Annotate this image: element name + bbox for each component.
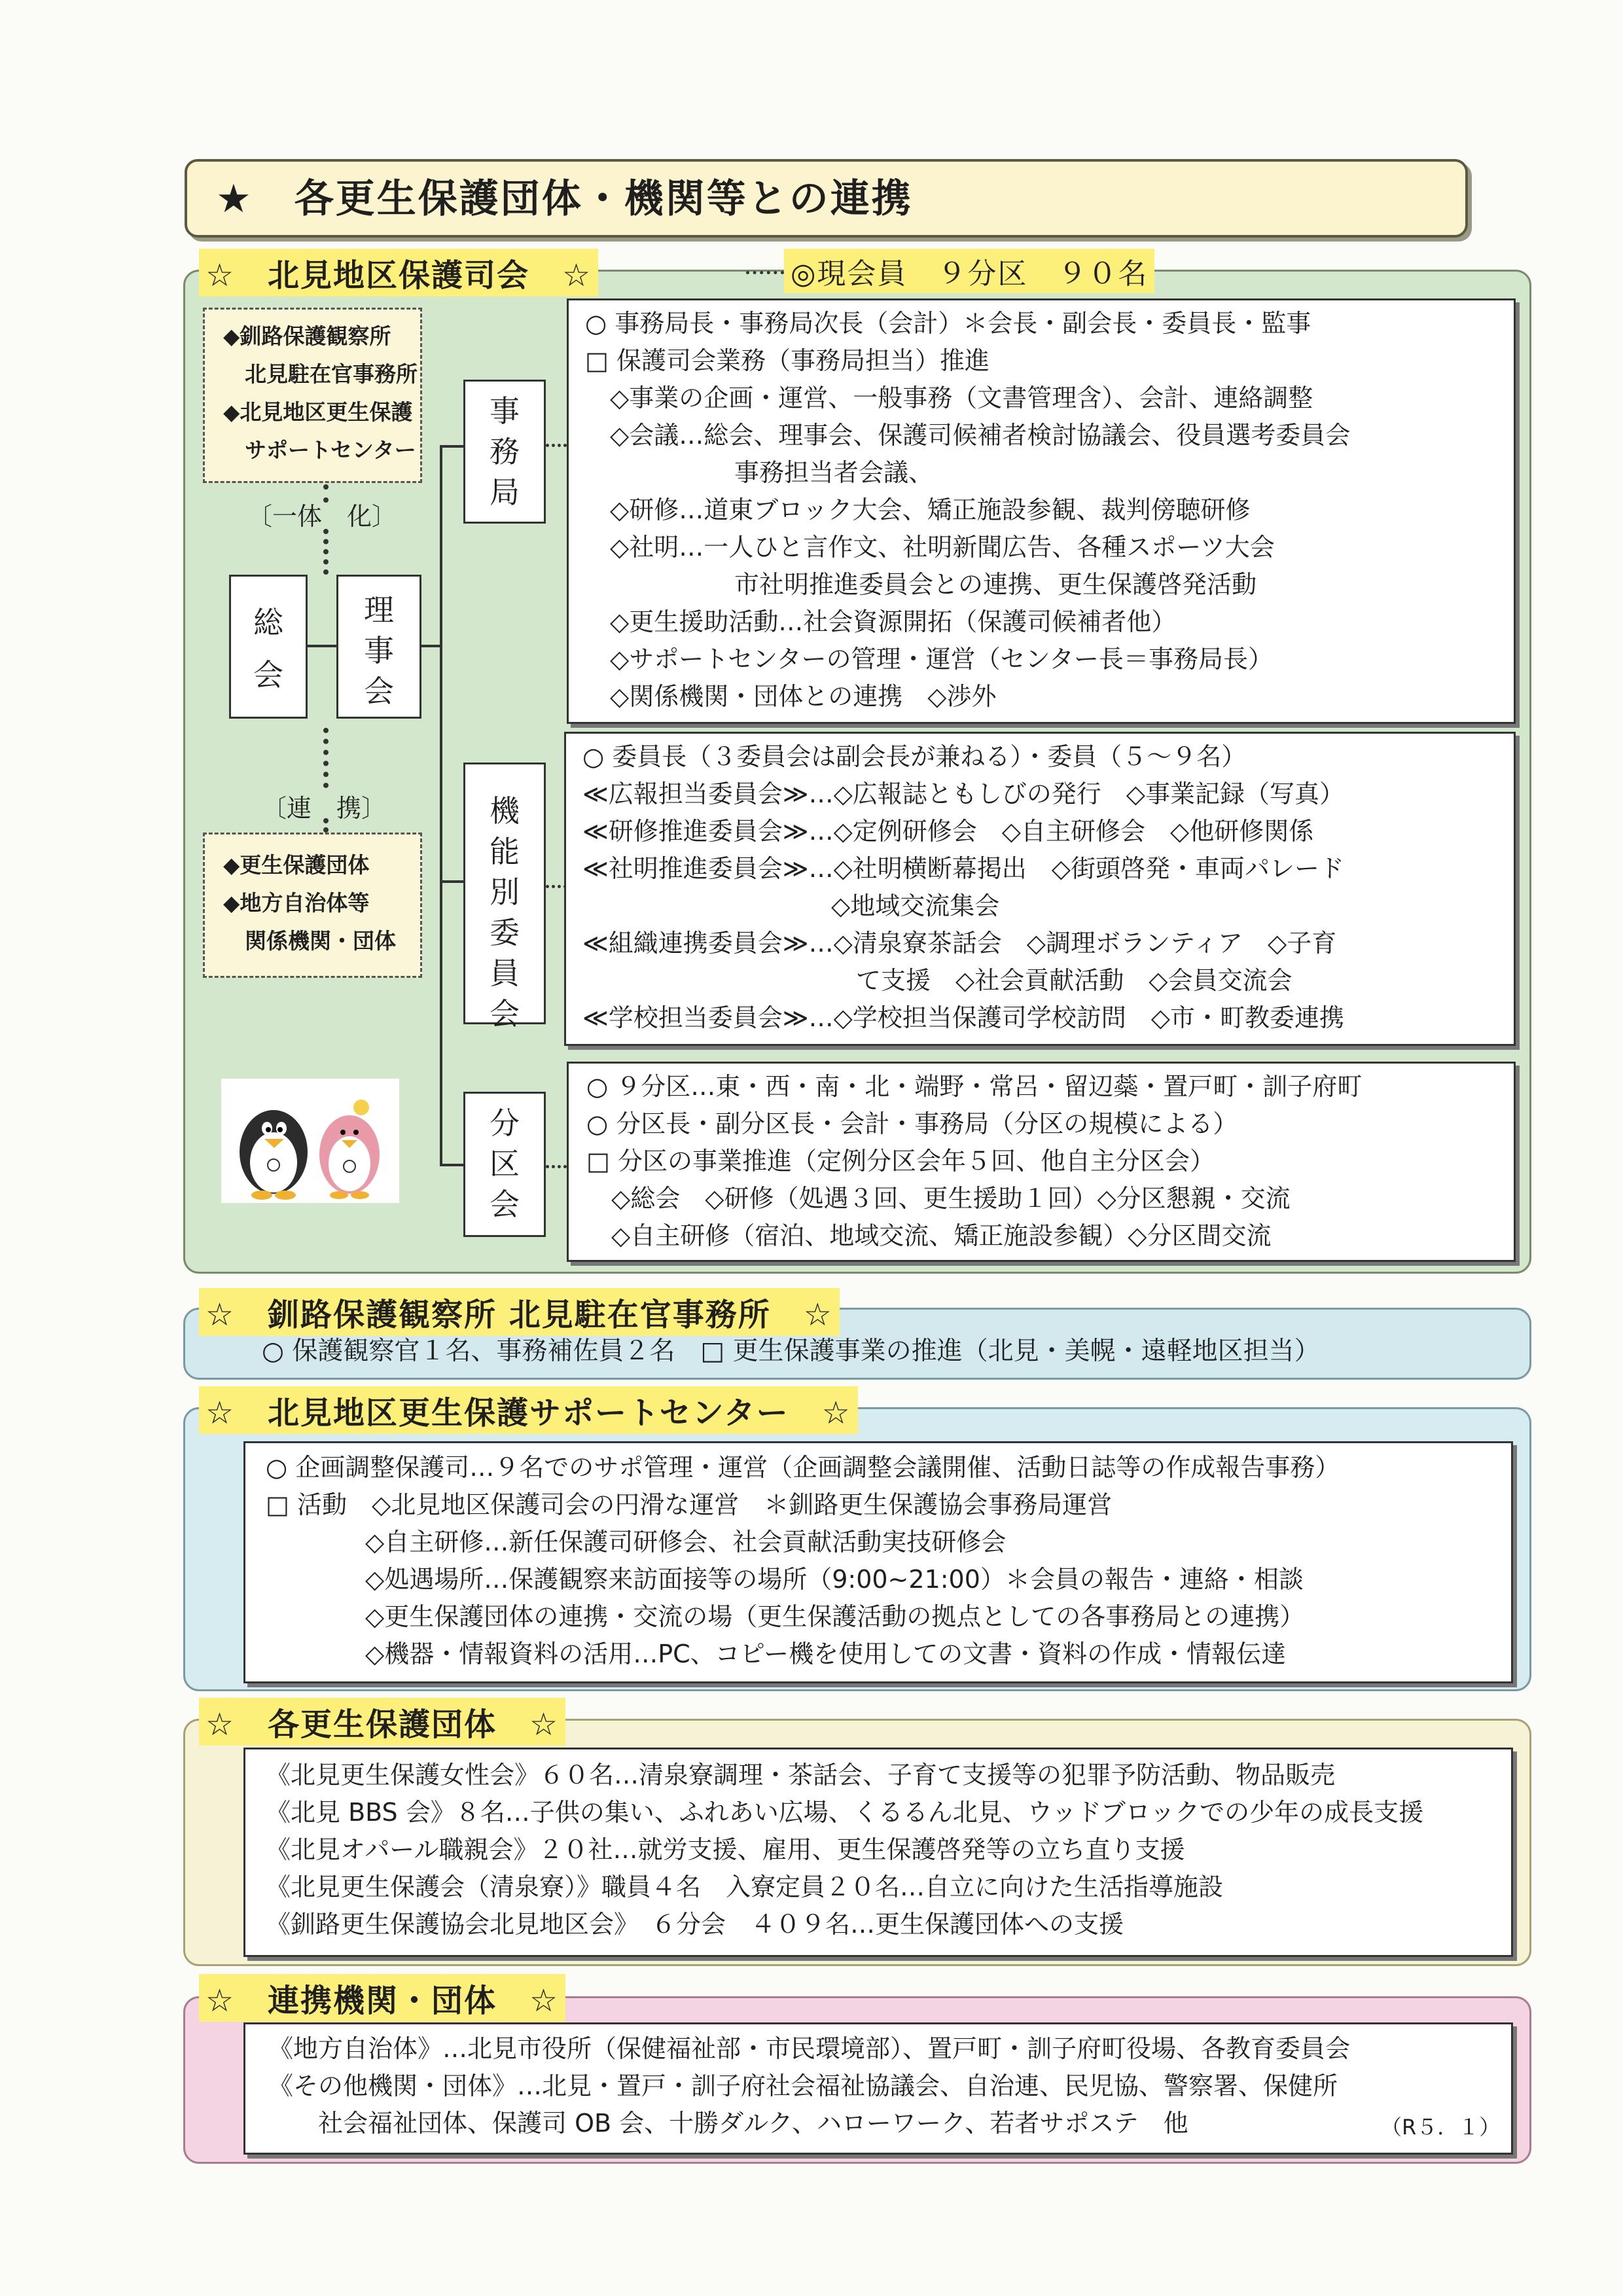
trunk-vertical: [440, 445, 442, 1165]
support-line: ○ 企画調整保護司…９名でのサポ管理・運営（企画調整会議開催、活動日誌等の作成報告事務）: [266, 1453, 1340, 1482]
kinou-line: ≪研修推進委員会≫…◇定例研修会 ◇自主研修会 ◇他研修関係: [582, 817, 1314, 846]
kinou-detail-text: [582, 738, 1344, 1037]
support-line: ◇更生保護団体の連携・交流の場（更生保護活動の拠点としての各事務局との連携）: [266, 1602, 1305, 1631]
org-top-line: ◆釧路保護観察所: [223, 323, 391, 349]
org-top-line: サポートセンター: [223, 437, 416, 463]
heading-connector: [746, 271, 784, 274]
renkei-connector-top: [323, 728, 329, 788]
bunku-dots: [546, 1165, 567, 1168]
kinou-label: 機能別委員会: [490, 793, 520, 1031]
jimukyoku-line: 市社明推進委員会との連携、更生保護啓発活動: [585, 570, 1257, 599]
bunku-label: 分区会: [490, 1105, 520, 1222]
partners-line: 《地方自治体》…北見市役所（保健福祉部・市民環境部）、置戸町・訓子府町役場、各教育委員会: [268, 2034, 1351, 2063]
partners-line: 社会福祉団体、保護司 OB 会、十勝ダルク、ハローワーク、若者サポステ 他: [268, 2109, 1188, 2138]
soukai-label: 総会: [253, 605, 283, 692]
soukai-rijikai-line: [308, 645, 336, 647]
support-line: ◇機器・情報資料の活用…PC、コピー機を使用しての文書・資料の作成・情報伝達: [266, 1640, 1287, 1668]
jimukyoku-line: ◇研修…道東ブロック大会、矯正施設参観、裁判傍聴研修: [585, 495, 1251, 524]
groups-line: 《北見オパール職親会》２０社…就労支援、雇用、更生保護啓発等の立ち直り支援: [266, 1835, 1185, 1864]
partners-detail-text: [268, 2030, 1350, 2142]
kinou-line: ≪社明推進委員会≫…◇社明横断幕掲出 ◇街頭啓発・車両パレード: [582, 854, 1345, 883]
jimukyoku-detail-text: [585, 305, 1350, 715]
jimukyoku-line: 事務担当者会議、: [585, 458, 934, 487]
jimukyoku-box: [463, 380, 546, 524]
jimukyoku-dots: [546, 444, 567, 447]
kinou-line: ◇地域交流集会: [582, 891, 1000, 920]
renkei-label: 〔連 携〕: [262, 794, 387, 823]
ittaika-label: 〔一体 化〕: [247, 502, 397, 531]
bunku-line: ○ 分区長・副分区長・会計・事務局（分区の規模による）: [586, 1109, 1238, 1138]
kinou-line: て支援 ◇社会貢献活動 ◇会員交流会: [582, 966, 1293, 995]
bunku-line: ◇自主研修（宿泊、地域交流、矯正施設参観）◇分区間交流: [586, 1221, 1272, 1250]
kinou-line: ≪学校担当委員会≫…◇学校担当保護司学校訪問 ◇市・町教委連携: [582, 1003, 1345, 1032]
support-detail-text: [266, 1449, 1340, 1673]
kinou-line: ≪組織連携委員会≫…◇清泉寮茶話会 ◇調理ボランティア ◇子育: [582, 929, 1337, 958]
bunku-box: [463, 1092, 546, 1237]
kinou-box: [463, 762, 546, 1031]
kushiro-line: ○ 保護観察官１名、事務補佐員２名 □ 更生保護事業の推進（北見・美幌・遠軽地区担当）: [262, 1336, 1320, 1366]
org-bottom-line: ◆更生保護団体: [223, 852, 370, 878]
penguin-mascots-illustration: [221, 1079, 399, 1203]
hogoshikai-heading: ☆ 北見地区保護司会 ☆: [199, 249, 598, 296]
jimukyoku-label: 事務局: [490, 393, 520, 510]
rijikai-box: [336, 575, 421, 719]
page-title: ★ 各更生保護団体・機関等との連携: [216, 176, 913, 222]
bunku-line: ○ ９分区…東・西・南・北・端野・常呂・留辺蘂・置戸町・訓子府町: [586, 1072, 1363, 1101]
support-line: ◇自主研修…新任保護司研修会、社会貢献活動実技研修会: [266, 1528, 1007, 1556]
org-bottom-line: 関係機関・団体: [223, 928, 396, 954]
trunk-to-bunku: [440, 1164, 465, 1166]
groups-line: 《北見 BBS 会》８名…子供の集い、ふれあい広場、くるるん北見、ウッドブロックでの少年の成長支援: [266, 1798, 1424, 1827]
groups-heading: ☆ 各更生保護団体 ☆: [199, 1698, 565, 1746]
kinou-line: ≪広報担当委員会≫…◇広報誌ともしびの発行 ◇事業記録（写真）: [582, 780, 1345, 808]
bunku-line: □ 分区の事業推進（定例分区会年５回、他自主分区会）: [586, 1147, 1215, 1175]
org-bottom-line: ◆地方自治体等: [223, 890, 370, 916]
renkei-connector-bottom: [323, 818, 329, 833]
groups-line: 《北見更生保護女性会》６０名…清泉寮調理・茶話会、子育て支援等の犯罪予防活動、物品販売: [266, 1761, 1336, 1789]
jimukyoku-line: ◇サポートセンターの管理・運営（センター長＝事務局長）: [585, 645, 1274, 673]
groups-line: 《釧路更生保護協会北見地区会》 ６分会 ４０９名…更生保護団体への支援: [266, 1910, 1124, 1939]
support-line: ◇処遇場所…保護観察来訪面接等の場所（9:00~21:00）＊会員の報告・連絡・相談: [266, 1565, 1304, 1594]
groups-detail-text: [266, 1757, 1423, 1943]
groups-line: 《北見更生保護会（清泉寮）》職員４名 入寮定員２０名…自立に向けた生活指導施設: [266, 1873, 1224, 1901]
jimukyoku-line: ◇事業の企画・運営、一般事務（文書管理含）、会計、連絡調整: [585, 384, 1313, 412]
support-line: □ 活動 ◇北見地区保護司会の円滑な運営 ＊釧路更生保護協会事務局運営: [266, 1490, 1113, 1519]
trunk-to-jimukyoku: [440, 445, 465, 448]
rijikai-trunk-link: [421, 645, 441, 647]
kushiro-heading: ☆ 釧路保護観察所 北見駐在官事務所 ☆: [199, 1288, 840, 1336]
jimukyoku-line: ◇更生援助活動…社会資源開拓（保護司候補者他）: [585, 607, 1177, 636]
support-heading: ☆ 北見地区更生保護サポートセンター ☆: [199, 1386, 858, 1434]
jimukyoku-line: ◇会議…総会、理事会、保護司候補者検討協議会、役員選考委員会: [585, 421, 1351, 450]
jimukyoku-line: ◇関係機関・団体との連携 ◇渉外: [585, 682, 997, 711]
partners-line: 《その他機関・団体》…北見・置戸・訓子府社会福祉協議会、自治連、民児協、警察署、保健所: [268, 2072, 1338, 2100]
org-top-line: ◆北見地区更生保護: [223, 399, 413, 425]
revision-date: （R５．１）: [1381, 2115, 1501, 2140]
ittaika-connector-bottom: [323, 529, 329, 575]
bunku-line: ◇総会 ◇研修（処遇３回、更生援助１回）◇分区懇親・交流: [586, 1184, 1291, 1213]
trunk-to-kinou: [440, 880, 465, 883]
jimukyoku-line: □ 保護司会業務（事務局担当）推進: [585, 346, 990, 375]
org-bottom-box: [203, 833, 422, 978]
soukai-box: [229, 575, 308, 719]
jimukyoku-line: ○ 事務局長・事務局次長（会計）＊会長・副会長・委員長・監事: [585, 309, 1311, 338]
kinou-line: ○ 委員長（３委員会は副会長が兼ねる）・委員（５～９名）: [582, 742, 1247, 771]
bunku-detail-text: [586, 1068, 1362, 1255]
hogoshikai-members: ◎現会員 ９分区 ９０名: [784, 249, 1154, 293]
rijikai-label: 理事会: [364, 592, 394, 709]
org-top-line: 北見駐在官事務所: [223, 361, 418, 387]
jimukyoku-line: ◇社明…一人ひと言作文、社明新聞広告、各種スポーツ大会: [585, 533, 1275, 562]
partners-heading: ☆ 連携機関・団体 ☆: [199, 1974, 565, 2022]
org-top-box: [203, 308, 422, 483]
